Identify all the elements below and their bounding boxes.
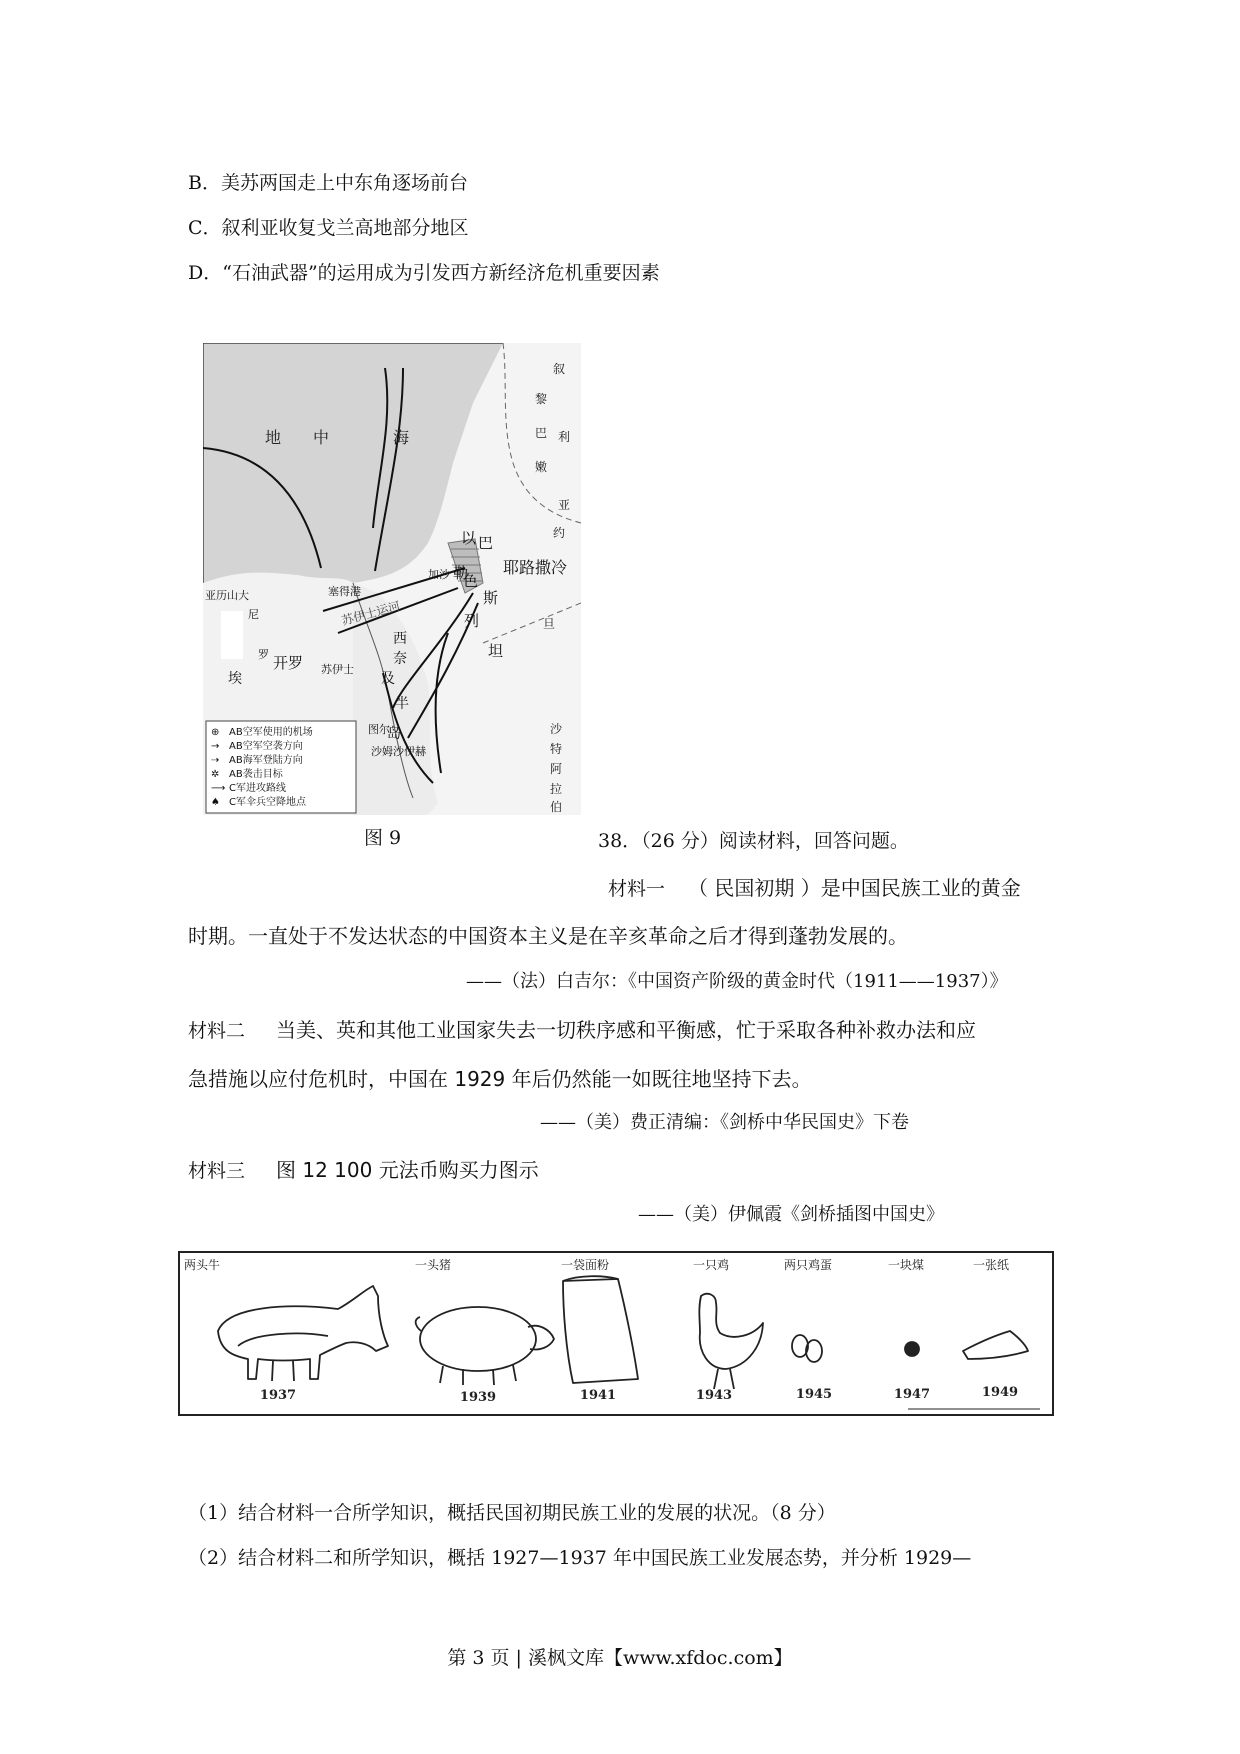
- map-label-suez-canal: 苏伊士运河: [340, 598, 402, 628]
- material-1-line-1: （ 民国初期 ）是中国民族工业的黄金: [688, 876, 1021, 900]
- figure-12-title: 图 12 100 元法币购买力图示: [276, 1158, 539, 1182]
- map-label-lebanon-1: 黎: [535, 392, 548, 406]
- map-label-syria-2: 利: [558, 430, 571, 444]
- legend-symbol-attack-route: ⟶: [211, 783, 226, 794]
- material-2-source: ——（美）费正清编：《剑桥中华民国史》下卷: [540, 1112, 909, 1133]
- legend-text-naval-landing: AB海军登陆方向: [229, 755, 303, 766]
- map-label-nile-2: 罗: [258, 648, 269, 661]
- material-3-source: ——（美）伊佩霞《剑桥插图中国史》: [638, 1204, 944, 1225]
- pp-year-1945: 1945: [795, 1387, 833, 1402]
- coal-icon: [905, 1342, 919, 1356]
- map-label-palestine-3: 斯: [483, 589, 499, 607]
- material-1-label: 材料一: [608, 878, 666, 900]
- material-1-source: ——（法）白吉尔：《中国资产阶级的黄金时代（1911——1937）》: [466, 971, 1008, 992]
- material-2-line-2: 急措施以应付危机时，中国在 1929 年后仍然能一如既往地坚持下去。: [188, 1067, 812, 1091]
- map-label-jordan-1: 约: [553, 526, 566, 540]
- map-label-cairo: 开罗: [273, 654, 304, 672]
- page-footer: 第 3 页 | 溪枫文库【www.xfdoc.com】: [447, 1647, 793, 1669]
- question-38-header: 38．（26 分）阅读材料，回答问题。: [598, 830, 909, 852]
- map-label-egypt-1: 埃: [228, 671, 242, 687]
- pp-label-coal: 一块煤: [888, 1258, 925, 1272]
- pp-label-chicken: 一只鸡: [693, 1258, 730, 1272]
- pp-year-1937: 1937: [259, 1388, 297, 1403]
- map-label-palestine-1: 巴: [478, 534, 494, 552]
- map-label-gaza: 加沙: [428, 568, 450, 581]
- map-label-saudi-3: 阿: [550, 762, 563, 776]
- question-38-2: （2）结合材料二和所学知识，概括 1927—1937 年中国民族工业发展态势，并分析 1929—: [188, 1547, 972, 1569]
- map-label-sea2: 中: [313, 428, 330, 447]
- legend-text-paratroop: C军伞兵空降地点: [229, 797, 306, 808]
- map-label-israel-3: 列: [464, 612, 480, 630]
- legend-symbol-naval-landing: ⇢: [211, 755, 220, 766]
- pp-label-flour: 一袋面粉: [561, 1258, 610, 1272]
- legend-text-attack-route: C军进攻路线: [229, 783, 286, 794]
- map-label-sinai-3: 半: [395, 696, 409, 712]
- figure-12-purchasing-power: [178, 1251, 1054, 1416]
- option-c: C．叙利亚收复戈兰高地部分地区: [188, 217, 469, 239]
- pp-year-1949: 1949: [981, 1385, 1019, 1400]
- map-label-nile-1: 尼: [248, 608, 259, 621]
- map-label-sharm: 沙姆沙伊赫: [371, 745, 426, 758]
- map-label-jordan-2: 旦: [543, 617, 556, 631]
- map-label-port-said: 塞得港: [328, 585, 361, 598]
- material-2-label: 材料二: [188, 1020, 246, 1042]
- figure-9-caption: 图 9: [364, 827, 402, 849]
- material-3-label: 材料三: [188, 1160, 246, 1182]
- map-label-saudi-1: 沙: [550, 722, 563, 736]
- legend-text-airfield: AB空军使用的机场: [229, 727, 313, 738]
- map-label-suez: 苏伊士: [321, 663, 354, 676]
- map-label-syria-3: 亚: [558, 498, 571, 512]
- legend-symbol-air-raid: →: [211, 741, 220, 752]
- map-label-sea1: 地: [265, 428, 282, 447]
- legend-text-target: AB袭击目标: [229, 769, 283, 780]
- map-label-jerusalem: 耶路撒冷: [503, 558, 568, 577]
- map-label-egypt-2: 及: [381, 671, 395, 687]
- question-38-1: （1）结合材料一合所学知识，概括民国初期民族工业的发展的状况。（8 分）: [188, 1502, 836, 1524]
- legend-text-air-raid: AB空军空袭方向: [229, 741, 303, 752]
- map-label-syria-1: 叙: [553, 362, 566, 376]
- map-label-sinai-1: 西: [393, 631, 407, 647]
- map-label-sinai-4: 岛: [387, 726, 401, 742]
- map-legend: [206, 721, 356, 813]
- pp-year-1947: 1947: [893, 1387, 931, 1402]
- legend-symbol-target: ✲: [211, 769, 220, 780]
- option-d: D．“石油武器”的运用成为引发西方新经济危机重要因素: [188, 262, 660, 284]
- figure-9-map: [203, 343, 581, 815]
- map-label-tor: 图尔: [368, 723, 390, 736]
- map-label-saudi-5: 伯: [550, 800, 563, 814]
- map-label-israel-1: 以: [461, 529, 477, 547]
- map-label-lebanon-2: 巴: [535, 426, 548, 440]
- map-label-palestine-4: 坦: [488, 642, 504, 660]
- material-1-line-2: 时期。一直处于不发达状态的中国资本主义是在辛亥革命之后才得到蓬勃发展的。: [188, 924, 908, 948]
- map-label-sinai-2: 奈: [393, 651, 407, 667]
- pp-year-1941: 1941: [579, 1388, 617, 1403]
- material-2-line-1: 当美、英和其他工业国家失去一切秩序感和平衡感，忙于采取各种补救办法和应: [276, 1018, 976, 1042]
- pp-label-eggs: 两只鸡蛋: [784, 1258, 833, 1272]
- map-label-israel-2: 色: [463, 572, 479, 590]
- map-label-saudi-4: 拉: [550, 782, 563, 796]
- map-label-sea3: 海: [393, 428, 410, 447]
- pp-year-1939: 1939: [459, 1390, 497, 1405]
- map-label-palestine-2: 勒: [453, 564, 469, 582]
- map-label-lebanon-3: 嫩: [535, 460, 548, 474]
- pp-label-pig: 一头猪: [415, 1258, 452, 1272]
- pp-year-1943: 1943: [695, 1388, 733, 1403]
- pp-label-paper: 一张纸: [973, 1258, 1010, 1272]
- map-label-saudi-2: 特: [550, 742, 563, 756]
- pp-label-oxen: 两头牛: [184, 1258, 221, 1272]
- legend-symbol-paratroop: ♠: [211, 797, 220, 808]
- option-b: B．美苏两国走上中东角逐场前台: [188, 172, 468, 194]
- map-label-alexandria: 亚历山大: [205, 589, 249, 602]
- legend-symbol-airfield: ⊕: [211, 727, 220, 738]
